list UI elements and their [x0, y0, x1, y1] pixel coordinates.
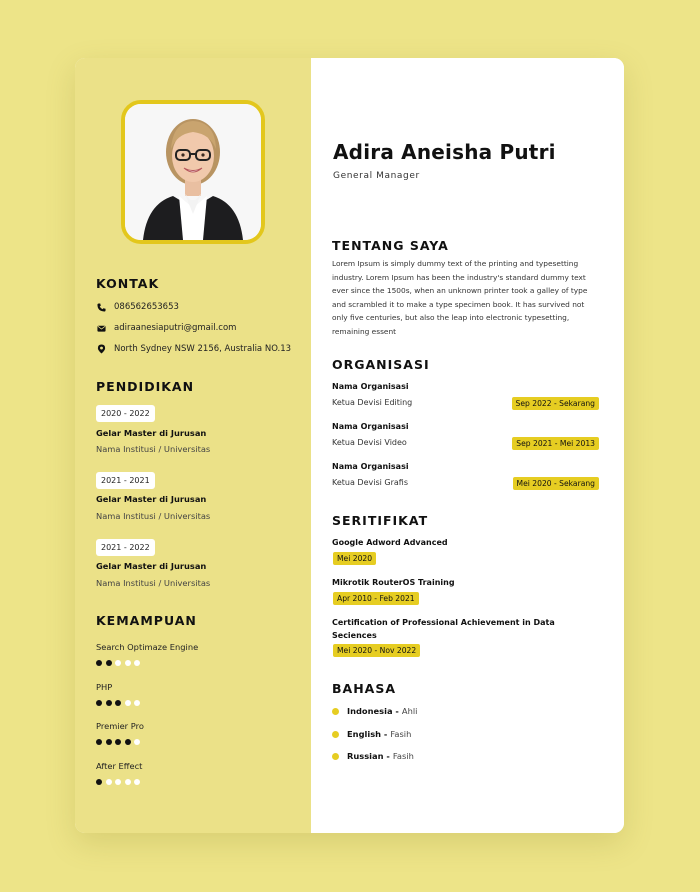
rating-dot-empty: [134, 739, 140, 745]
skill-rating: [96, 779, 144, 785]
rating-dot-empty: [106, 779, 112, 785]
rating-dot-empty: [125, 660, 131, 666]
language-heading: BAHASA: [332, 681, 397, 696]
education-degree: Gelar Master di Jurusan: [96, 428, 207, 438]
education-degree: Gelar Master di Jurusan: [96, 494, 207, 504]
sidebar: [75, 58, 311, 833]
organization-position: Ketua Devisi Editing: [332, 398, 413, 407]
language-name: Russian -: [347, 751, 390, 761]
about-heading: TENTANG SAYA: [332, 238, 449, 253]
rating-dot-filled: [115, 739, 121, 745]
main-content: [311, 58, 624, 833]
language-name: English -: [347, 729, 388, 739]
full-name: Adira Aneisha Putri: [333, 140, 556, 164]
rating-dot-empty: [134, 660, 140, 666]
skill-name: PHP: [96, 682, 113, 692]
certificate-name: Mikrotik RouterOS Training: [332, 578, 455, 587]
skills-heading: KEMAMPUAN: [96, 613, 197, 628]
location-pin-icon: [97, 345, 106, 354]
rating-dot-empty: [134, 779, 140, 785]
contact-address: [97, 344, 291, 354]
organization-heading: ORGANISASI: [332, 357, 430, 372]
profile-photo: [121, 100, 265, 244]
portrait-illustration: [125, 104, 261, 240]
education-degree: Gelar Master di Jurusan: [96, 561, 207, 571]
phone-icon: [97, 303, 106, 312]
organization-period: Sep 2021 - Mei 2013: [512, 437, 599, 450]
skill-name: After Effect: [96, 761, 143, 771]
organization-name: Nama Organisasi: [332, 382, 409, 391]
skill-rating: [96, 660, 144, 666]
organization-period: Sep 2022 - Sekarang: [512, 397, 599, 410]
contact-phone: [97, 302, 179, 312]
language-item: [332, 751, 414, 761]
resume-card: [75, 58, 624, 833]
language-item: [332, 706, 417, 716]
bullet-icon: [332, 731, 339, 738]
education-institution: Nama Institusi / Universitas: [96, 444, 211, 454]
education-years: 2021 - 2022: [96, 539, 155, 556]
education-years: 2021 - 2021: [96, 472, 155, 489]
skill-rating: [96, 700, 144, 706]
language-item: [332, 729, 411, 739]
rating-dot-empty: [125, 700, 131, 706]
rating-dot-filled: [115, 700, 121, 706]
rating-dot-empty: [115, 779, 121, 785]
about-text: Lorem Ipsum is simply dummy text of the printing and typesetting industry. Lorem Ipsum has been the industry's standard dummy text ever since the 1500s, when an unknown printer took a galley of type and scrambled it to make a type specimen book. It has survived not only five centuries, but also the leap into electronic typesetting, remaining essent: [332, 259, 588, 336]
rating-dot-empty: [134, 700, 140, 706]
certificate-heading: SERITIFIKAT: [332, 513, 429, 528]
certificate-date: Mei 2020 - Nov 2022: [333, 644, 420, 657]
organization-position: Ketua Devisi Video: [332, 438, 407, 447]
rating-dot-filled: [96, 700, 102, 706]
rating-dot-filled: [106, 660, 112, 666]
organization-period: Mei 2020 - Sekarang: [513, 477, 599, 490]
education-years: 2020 - 2022: [96, 405, 155, 422]
education-institution: Nama Institusi / Universitas: [96, 511, 211, 521]
rating-dot-filled: [125, 739, 131, 745]
contact-heading: KONTAK: [96, 276, 160, 291]
skill-name: Search Optimaze Engine: [96, 642, 199, 652]
certificate-name: Certification of Professional Achievement in Data Seciences: [332, 618, 555, 640]
education-heading: PENDIDIKAN: [96, 379, 195, 394]
rating-dot-filled: [96, 779, 102, 785]
organization-name: Nama Organisasi: [332, 462, 409, 471]
mail-icon: [97, 324, 106, 333]
contact-email-text: adiraanesiaputri@gmail.com: [114, 323, 237, 333]
skill-name: Premier Pro: [96, 721, 144, 731]
skill-rating: [96, 739, 144, 745]
contact-phone-text: 086562653653: [114, 302, 179, 312]
rating-dot-filled: [106, 700, 112, 706]
certificate-date: Apr 2010 - Feb 2021: [333, 592, 419, 605]
language-level: Ahli: [401, 706, 418, 716]
job-title: General Manager: [333, 171, 420, 181]
language-level: Fasih: [392, 751, 414, 761]
bullet-icon: [332, 708, 339, 715]
contact-email: [97, 323, 236, 333]
certificate-name: Google Adword Advanced: [332, 538, 448, 547]
language-name: Indonesia -: [347, 706, 399, 716]
rating-dot-empty: [115, 660, 121, 666]
rating-dot-filled: [96, 660, 102, 666]
rating-dot-filled: [106, 739, 112, 745]
rating-dot-filled: [96, 739, 102, 745]
certificate-date: Mei 2020: [333, 552, 376, 565]
rating-dot-empty: [125, 779, 131, 785]
contact-address-text: North Sydney NSW 2156, Australia NO.13: [114, 344, 292, 354]
bullet-icon: [332, 753, 339, 760]
language-level: Fasih: [390, 729, 412, 739]
education-institution: Nama Institusi / Universitas: [96, 578, 211, 588]
organization-position: Ketua Devisi Grafis: [332, 478, 408, 487]
organization-name: Nama Organisasi: [332, 422, 409, 431]
